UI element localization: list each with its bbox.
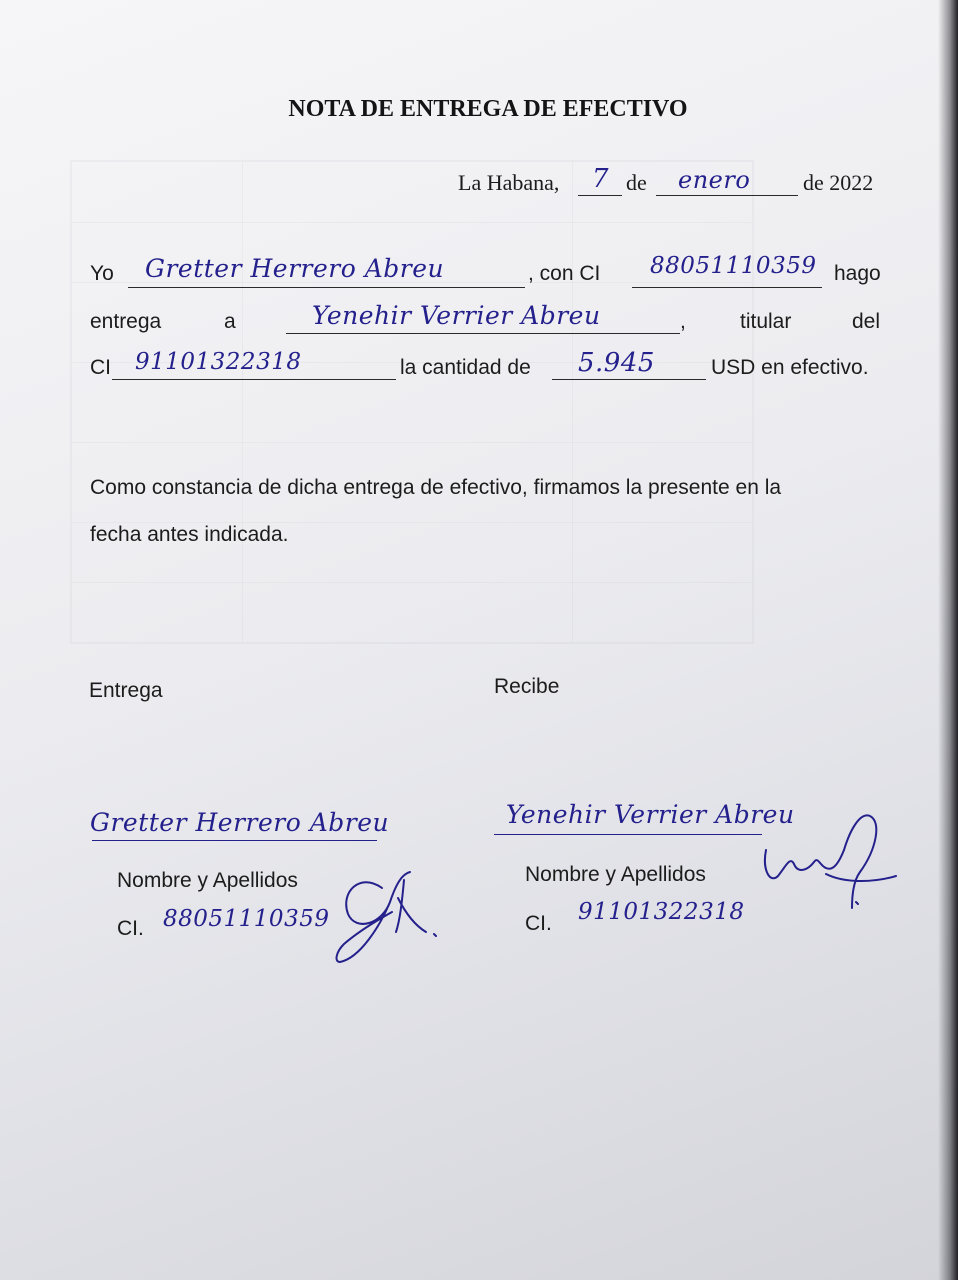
giver-name-line: [128, 287, 525, 288]
bleed-through-table: [70, 160, 754, 644]
amount-handwritten: 5.945: [578, 348, 655, 378]
page-edge-shadow: [938, 0, 958, 1280]
receiver-signature-name: Yenehir Verrier Abreu: [506, 800, 795, 829]
giver-name-handwritten: Gretter Herrero Abreu: [145, 254, 445, 283]
receiver-name-line: [286, 333, 680, 334]
del-label: del: [852, 310, 881, 333]
receiver-ci-value: 91101322318: [578, 899, 745, 925]
date-month-handwritten: enero: [678, 166, 751, 194]
con-ci-label: , con CI: [528, 262, 601, 285]
constancia-line2: fecha antes indicada.: [90, 523, 289, 546]
receiver-ci-line: [112, 379, 396, 380]
giver-ci-line: [632, 287, 822, 288]
entrega-label: entrega: [90, 310, 162, 333]
receiver-signature-line: [494, 834, 762, 835]
document-title: NOTA DE ENTREGA DE EFECTIVO: [288, 96, 688, 122]
date-year: de 2022: [803, 170, 874, 195]
a-label: a: [224, 310, 236, 333]
date-place: La Habana,: [458, 170, 560, 195]
date-day-line: [578, 195, 622, 196]
giver-ci-value: 88051110359: [163, 906, 330, 932]
giver-ci-label: CI.: [117, 917, 144, 940]
usd-text: USD en efectivo.: [711, 356, 869, 379]
comma-text: ,: [680, 310, 686, 333]
receiver-ci-handwritten: 91101322318: [135, 349, 302, 375]
giver-signature-scribble: [330, 862, 440, 972]
receiver-name-label: Nombre y Apellidos: [525, 863, 706, 886]
giver-signature-line: [92, 840, 377, 841]
amount-line: [552, 379, 706, 380]
recibe-heading: Recibe: [494, 675, 560, 698]
giver-ci-handwritten: 88051110359: [650, 253, 817, 279]
date-de-label: de: [626, 170, 647, 195]
hago-label: hago: [834, 262, 881, 285]
giver-signature-name: Gretter Herrero Abreu: [90, 808, 390, 837]
yo-label: Yo: [90, 262, 114, 285]
date-month-line: [656, 195, 798, 196]
titular-label: titular: [740, 310, 792, 333]
receiver-signature-scribble: [756, 810, 906, 920]
entrega-heading: Entrega: [89, 679, 163, 702]
giver-name-label: Nombre y Apellidos: [117, 869, 298, 892]
receiver-ci-label: CI.: [525, 912, 552, 935]
constancia-line1: Como constancia de dicha entrega de efectivo, firmamos la presente en la: [90, 476, 782, 499]
receiver-name-handwritten: Yenehir Verrier Abreu: [312, 301, 601, 330]
date-day-handwritten: 7: [592, 164, 610, 194]
la-cantidad-label: la cantidad de: [400, 356, 531, 379]
ci-label: CI: [90, 356, 111, 379]
